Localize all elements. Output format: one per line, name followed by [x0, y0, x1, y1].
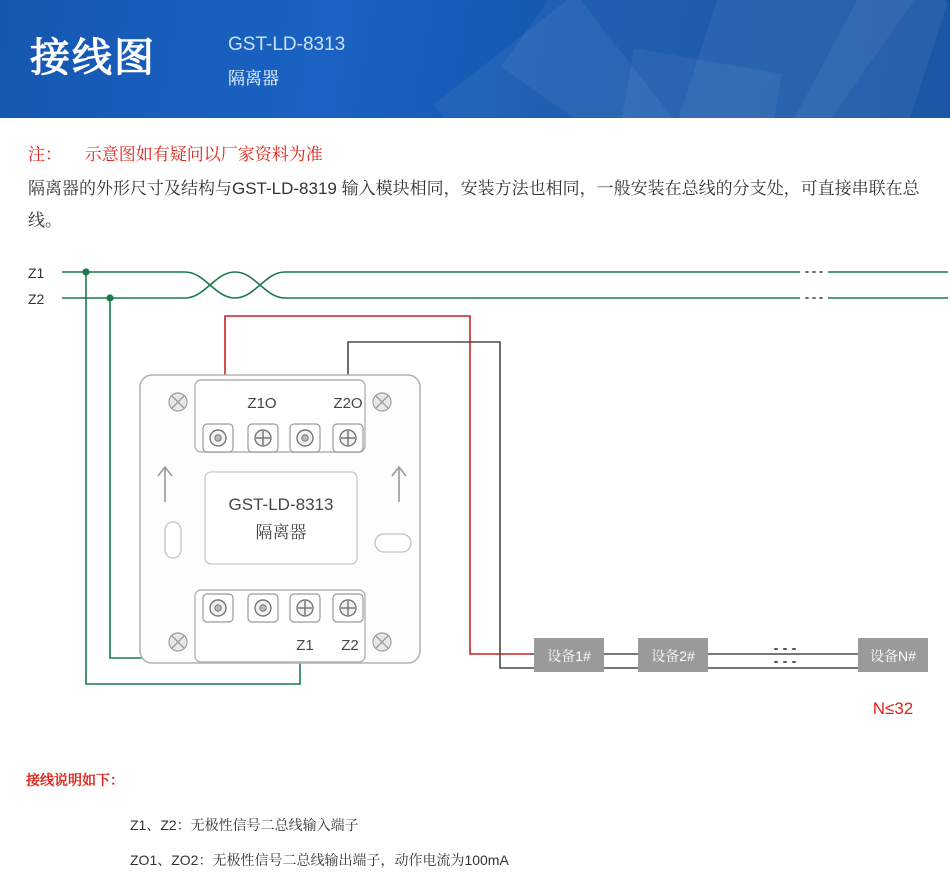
wiring-diagram	[0, 250, 950, 750]
module-nameplate	[205, 472, 357, 564]
footer-item-2: ZO1、ZO2：无极性信号二总线输出端子，动作电流为100mA	[130, 852, 509, 868]
terminal-label-z1o: Z1O	[247, 395, 277, 412]
note-label: 注：	[28, 145, 62, 164]
bus-label-z1: Z1	[28, 265, 45, 281]
header-model: GST-LD-8313	[228, 34, 346, 55]
note-line	[28, 140, 323, 165]
bus-label-z2: Z2	[28, 291, 45, 307]
footer-item-1: Z1、Z2：无极性信号二总线输入端子	[130, 817, 359, 833]
bus-line-z1	[62, 272, 948, 298]
terminal-label-z2o: Z2O	[333, 395, 363, 412]
module-model-label: GST-LD-8313	[228, 495, 334, 514]
description-text: 隔离器的外形尺寸及结构与GST-LD-8319 输入模块相同，安装方法也相同，一般安装在总线的分支处，可直接串联在总线。	[28, 179, 920, 230]
bus-break-dots	[806, 272, 822, 298]
footer-title: 接线说明如下：	[26, 772, 124, 788]
chain-break-dots	[775, 649, 795, 662]
left-slot	[165, 522, 181, 558]
device-limit-label: N≤32	[872, 699, 914, 718]
note-text: 示意图如有疑问以厂家资料为准	[84, 145, 323, 164]
page-header	[0, 0, 950, 118]
header-subtitle: 隔离器	[228, 69, 279, 88]
device-label-2: 设备2#	[651, 648, 695, 664]
terminal-label-z1: Z1	[296, 637, 314, 654]
bus-line-z2	[62, 272, 948, 298]
device-label-n: 设备N#	[870, 648, 916, 664]
device-label-1: 设备1#	[547, 648, 591, 664]
terminal-label-z2: Z2	[341, 637, 359, 654]
module-name-label: 隔离器	[255, 523, 307, 542]
right-slot	[375, 534, 411, 552]
page-title: 接线图	[30, 36, 156, 80]
